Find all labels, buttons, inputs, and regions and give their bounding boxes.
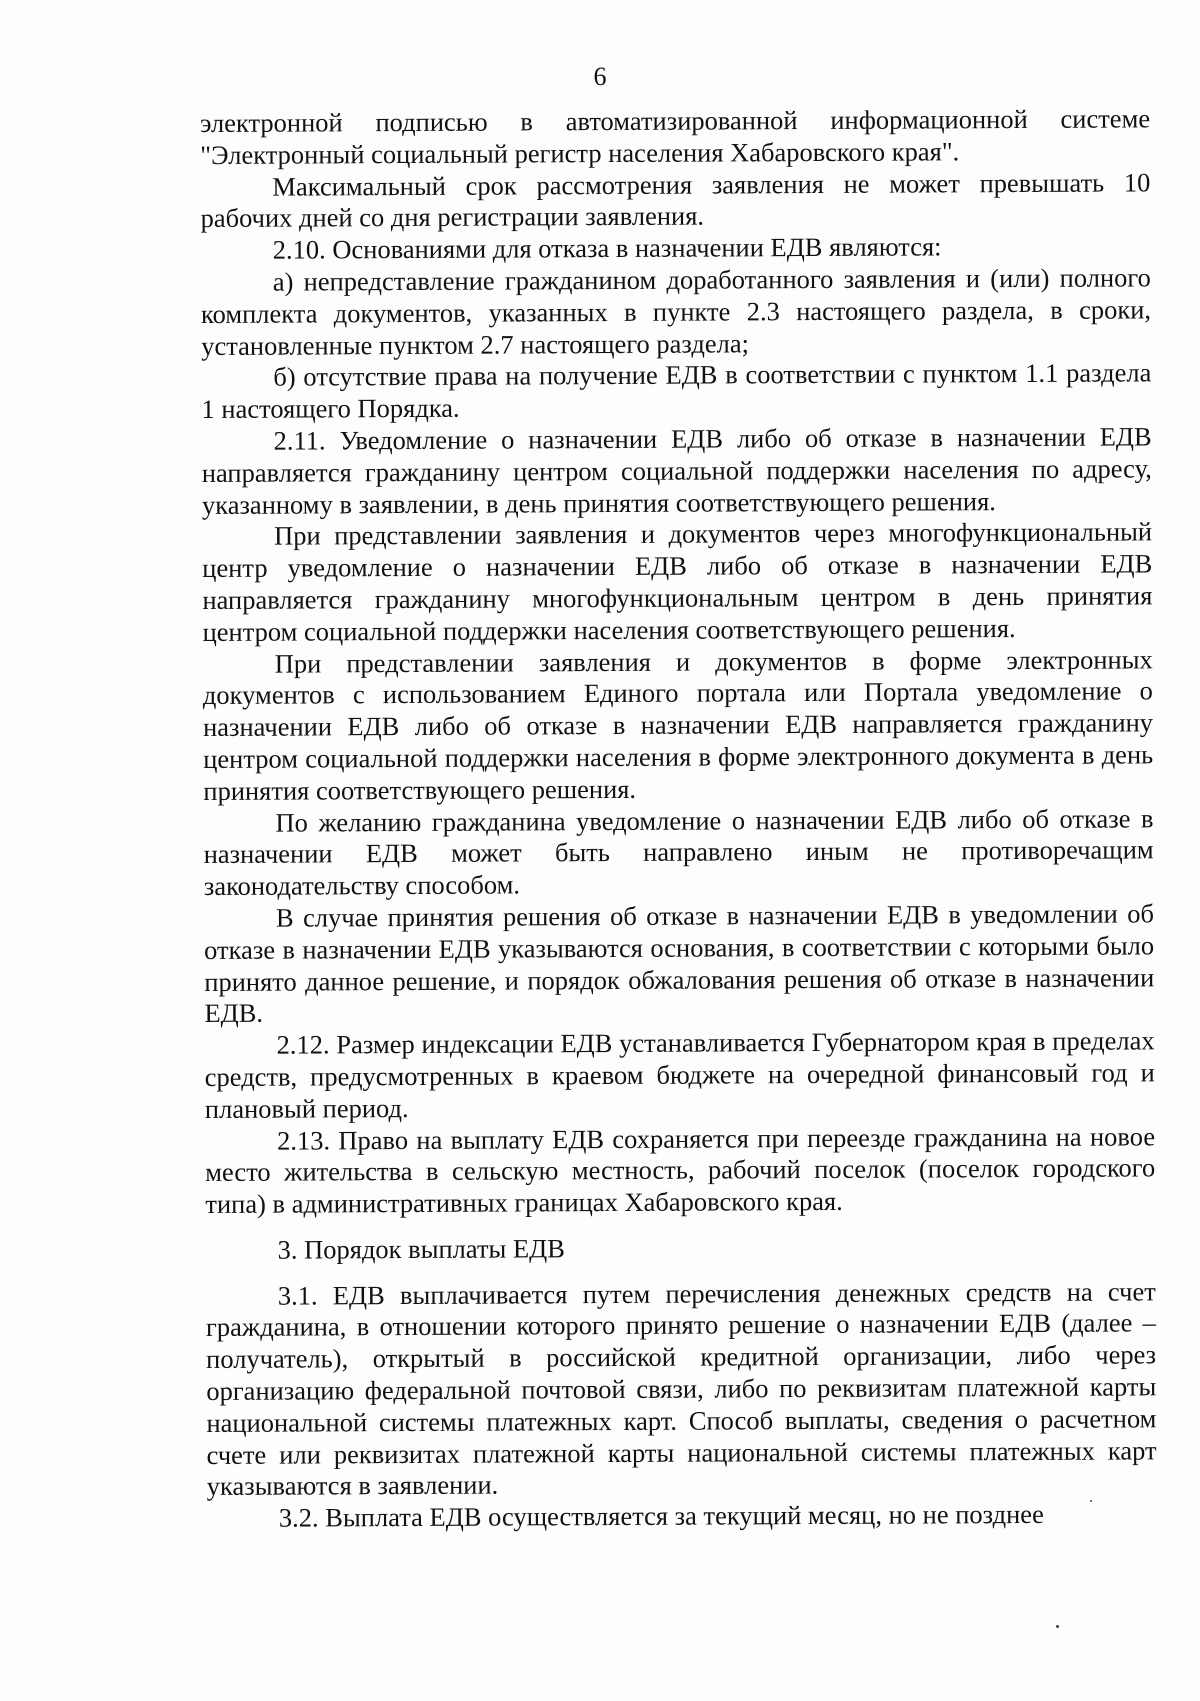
paragraph-refusal-grounds: В случае принятия решения об отказе в назначении ЕДВ в уведомлении об отказе в назначении ЕДВ указываются основания, в соответствии с которыми было принято данное решение, и порядок обжалования решения об отказе в назначении ЕДВ.: [204, 898, 1155, 1029]
paragraph-2-10-a: а) непредставление гражданином доработанного заявления и (или) полного комплекта документов, указанных в пункте 2.3 настоящего раздела, в сроки, установленные пунктом 2.7 настоящего раздела;: [200, 262, 1152, 361]
paragraph-mfc-notice: При представлении заявления и документов через многофункциональный центр уведомление о назначении ЕДВ либо об отказе в назначении ЕДВ направляется гражданину многофункциональным центром в день принятия центром социальной поддержки населения соответствующего решения.: [202, 516, 1153, 647]
paragraph-max-review-term: Максимальный срок рассмотрения заявления не может превышать 10 рабочих дней со дня регистрации заявления.: [200, 166, 1151, 234]
paragraph-2-11: 2.11. Уведомление о назначении ЕДВ либо об отказе в назначении ЕДВ направляется гражданину центром социальной поддержки населения по адресу, указанному в заявлении, в день принятия соответствующего решения.: [201, 421, 1152, 520]
paragraph-continuation: электронной подписью в автоматизированной информационной системе "Электронный социальный регистр населения Хабаровского края".: [200, 103, 1151, 170]
paragraph-3-1: 3.1. ЕДВ выплачивается путем перечисления денежных средств на счет гражданина, в отношении которого принято решение о назначении ЕДВ (далее – получатель), открытый в российской кредитной организации, либо через организацию федеральной почтовой связи, либо по реквизитам платежной карты национальной системы платежных карт. Способ выплаты, сведения о расчетном счете или реквизитах платежной карты национальной системы платежных карт указываются в заявлении.: [205, 1276, 1157, 1502]
paragraph-2-13: 2.13. Право на выплату ЕДВ сохраняется при переезде гражданина на новое место жительства в сельскую местность, рабочий поселок (поселок городского типа) в административных границах Хабаровского края.: [205, 1120, 1156, 1220]
paragraph-3-2: 3.2. Выплата ЕДВ осуществляется за текущий месяц, но не позднее: [278, 1499, 1044, 1533]
document-body: [200, 103, 1157, 1535]
paragraph-2-10: 2.10. Основаниями для отказа в назначении ЕДВ являются:: [272, 231, 942, 265]
paragraph-other-method: По желанию гражданина уведомление о назначении ЕДВ либо об отказе в назначении ЕДВ может быть направлено иным не противоречащим законодательству способом.: [203, 802, 1154, 902]
page-number: 6: [593, 62, 607, 91]
paragraph-2-10-b: б) отсутствие права на получение ЕДВ в соответствии с пунктом 1.1 раздела 1 настоящего Порядка.: [201, 357, 1152, 425]
paragraph-electronic-notice: При представлении заявления и документов в форме электронных документов с использованием Единого портала или Портала уведомление о назначении ЕДВ либо об отказе в назначении ЕДВ направляется гражданину центром социальной поддержки населения в форме электронного документа в день принятия соответствующего решения.: [202, 643, 1154, 806]
paragraph-2-12: 2.12. Размер индексации ЕДВ устанавливается Губернатором края в пределах средств, предусмотренных в краевом бюджете на очередной финансовый год и плановый период.: [204, 1025, 1155, 1124]
section-3-heading: 3. Порядок выплаты ЕДВ: [277, 1233, 565, 1265]
scan-speck: [1056, 1625, 1059, 1628]
scan-speck: [1090, 1500, 1092, 1502]
